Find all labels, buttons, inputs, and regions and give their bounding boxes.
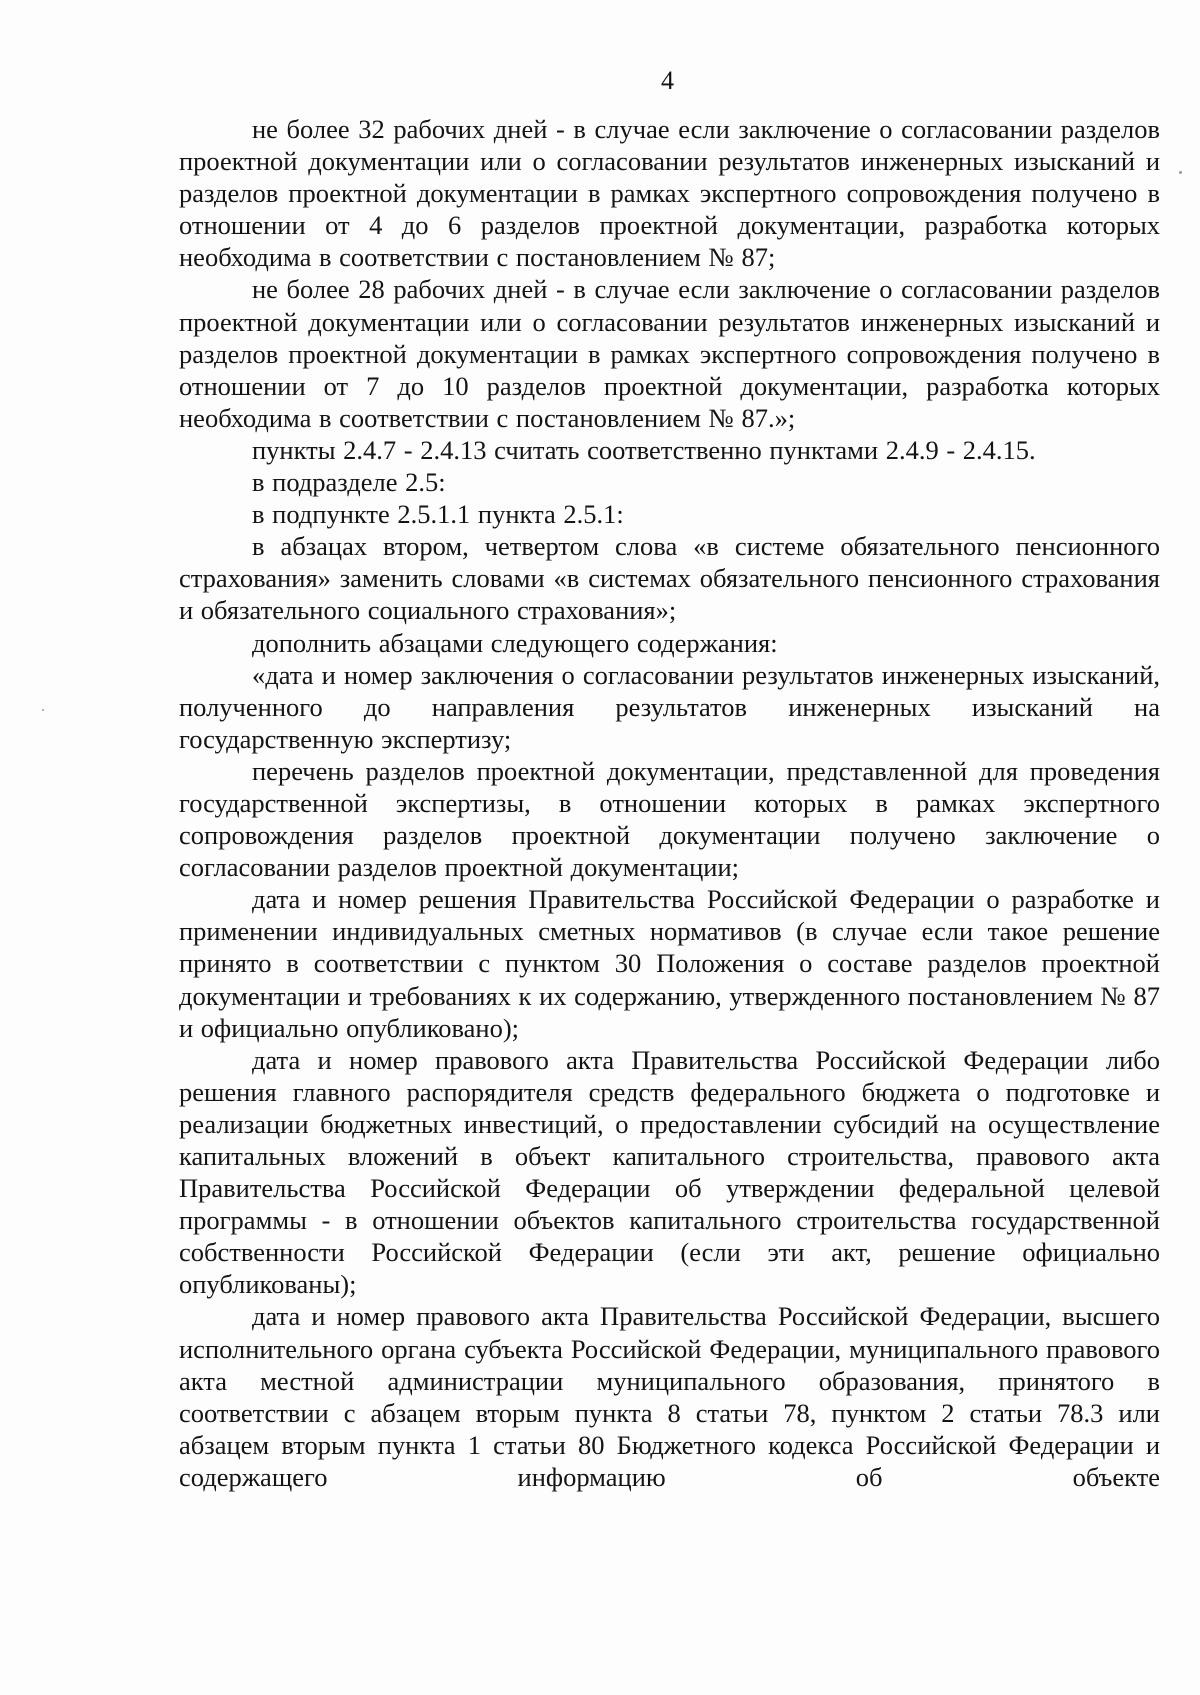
- paragraph-sections-list: перечень разделов проектной документации, представленной для проведения государственной экспертизы, в отношении которых в рамках экспертного сопровождения разделов проектной документации получено заключение о согласовании разделов проектной документации;: [179, 755, 1160, 883]
- paragraph-conclusion-survey: «дата и номер заключения о согласовании результатов инженерных изысканий, полученного до направления результатов инженерных изысканий на государственную экспертизу;: [179, 659, 1160, 754]
- paragraph-subpoint-2-5-1-1: в подпункте 2.5.1.1 пункта 2.5.1:: [252, 499, 624, 530]
- scan-speck: [42, 709, 44, 711]
- paragraph-supplement: дополнить абзацами следующего содержания:: [252, 627, 778, 658]
- paragraph-legal-act-regional: дата и номер правового акта Правительства Российской Федерации, высшего исполнительного органа субъекта Российской Федерации, муниципального правового акта местной администрации муниципального образования, принятого в соответствии с абзацем вторым пункта 8 статьи 78, пунктом 2 статьи 78.3 или абзацем вторым пункта 1 статьи 80 Бюджетного кодекса Российской Федерации и содержащего информацию об объекте: [179, 1301, 1160, 1492]
- paragraph-government-decision: дата и номер решения Правительства Российской Федерации о разработке и применении индивидуальных сметных нормативов (в случае если такое решение принято в соответствии с пунктом 30 Положения о составе разделов проектной документации и требованиях к их содержанию, утвержденного постановлением № 87 и официально опубликовано);: [179, 884, 1160, 1043]
- scan-speck: [1179, 171, 1182, 174]
- paragraph-28-days: не более 28 рабочих дней - в случае если заключение о согласовании разделов проектной документации или о согласовании результатов инженерных изысканий и разделов проектной документации в рамках экспертного сопровождения получено в отношении от 7 до 10 разделов проектной документации, разработка которых необходима в соответствии с постановлением № 87.»;: [179, 274, 1160, 433]
- paragraph-legal-act-federal: дата и номер правового акта Правительства Российской Федерации либо решения главного распорядителя средств федерального бюджета о подготовке и реализации бюджетных инвестиций, о предоставлении субсидий на осуществление капитальных вложений в объект капитального строительства, правового акта Правительства Российской Федерации об утверждении федеральной целевой программы - в отношении объектов капитального строительства государственной собственности Российской Федерации (если эти акт, решение официально опубликованы);: [179, 1044, 1160, 1300]
- paragraph-replace-words: в абзацах втором, четвертом слова «в системе обязательного пенсионного страхования» заменить словами «в системах обязательного пенсионного страхования и обязательного социального страхования»;: [179, 531, 1160, 626]
- paragraph-renumber-points: пункты 2.4.7 - 2.4.13 считать соответственно пунктами 2.4.9 - 2.4.15.: [252, 434, 1036, 465]
- document-body: [179, 113, 1160, 1493]
- paragraph-32-days: не более 32 рабочих дней - в случае если заключение о согласовании разделов проектной документации или о согласовании результатов инженерных изысканий и разделов проектной документации в рамках экспертного сопровождения получено в отношении от 4 до 6 разделов проектной документации, разработка которых необходима в соответствии с постановлением № 87;: [179, 114, 1160, 273]
- paragraph-subsection-2-5: в подразделе 2.5:: [252, 467, 446, 498]
- page-number: 4: [661, 66, 674, 95]
